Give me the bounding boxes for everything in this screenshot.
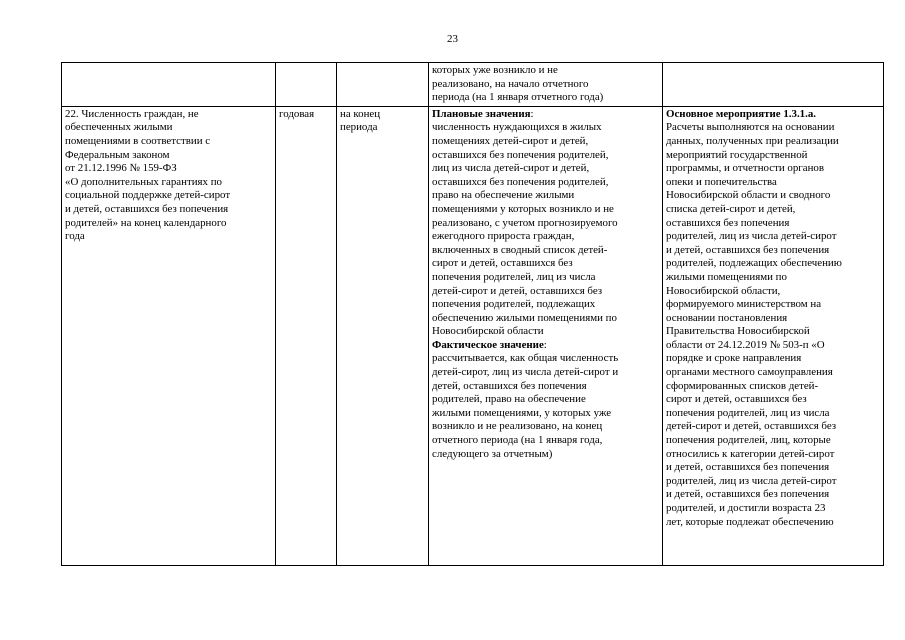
planned-heading: Плановые значения <box>432 107 531 120</box>
text-line: Новосибирской области, <box>666 284 781 297</box>
text-line: года <box>65 230 85 243</box>
text-line: следующего за отчетным) <box>432 447 553 460</box>
text-line: оставшихся без попечения родителей, <box>432 175 609 188</box>
text-line: жилыми помещениями по <box>666 270 787 283</box>
text-line: родителей, право на обеспечение <box>432 393 586 406</box>
cont-cell-method <box>429 63 663 107</box>
page-number: 23 <box>447 33 458 45</box>
text-line: право на обеспечение жилыми <box>432 189 575 202</box>
text-line: опеки и попечительства <box>666 175 777 188</box>
text-line: помещениями у которых возникло и не <box>432 202 614 215</box>
text-line: и детей, оставшихся без попечения <box>666 243 830 256</box>
actual-heading: Фактическое значение <box>432 338 544 351</box>
text-line: помещениях детей-сирот и детей, <box>432 134 589 147</box>
text-line: периода (на 1 января отчетного года) <box>432 91 604 104</box>
source-heading: Основное мероприятие 1.3.1.а. <box>666 107 817 120</box>
text-line: области от 24.12.2019 № 503-п «О <box>666 338 825 351</box>
text-line: попечения родителей, лиц из числа <box>666 406 830 419</box>
text-line: родителей, и достигли возраста 23 <box>666 502 826 514</box>
heading-colon: : <box>543 338 547 351</box>
text-line: оставшихся без попечения <box>666 216 790 229</box>
text-line: и детей, оставшихся без попечения <box>666 488 830 501</box>
cont-cell-periodicity <box>276 63 337 107</box>
text-line: родителей, подлежащих обеспечению <box>666 257 842 270</box>
text-line: детей-сирот и детей, оставшихся без <box>666 420 837 433</box>
text-line: 22. Численность граждан, не <box>65 107 199 120</box>
text-line: формируемого министерством на <box>666 298 822 311</box>
text-line: Новосибирской области <box>432 325 544 338</box>
text-line: лиц из числа детей-сирот и детей, <box>432 162 590 175</box>
text-line: Новосибирской области и сводного <box>666 189 831 202</box>
text-line: реализовано, на начало отчетного <box>432 77 589 90</box>
text-line: сирот и детей, оставшихся без <box>432 257 573 270</box>
text-line: Расчеты выполняются на основании <box>666 121 835 134</box>
text-line: ежегодного прироста граждан, <box>432 230 575 243</box>
text-line: относились к категории детей-сирот <box>666 447 835 460</box>
text-line: обеспечению жилыми помещениями по <box>432 311 617 324</box>
text-line: и детей, оставшихся без попечения <box>65 202 229 215</box>
text-line: порядке и сроке направления <box>666 352 802 365</box>
text-line: Правительства Новосибирской <box>666 325 810 338</box>
text-line: рассчитывается, как общая численность <box>432 352 619 365</box>
text-line: сирот и детей, оставшихся без <box>666 393 807 406</box>
text-line: детей, оставшихся без попечения <box>432 379 587 392</box>
cont-cell-moment <box>337 63 429 107</box>
text-line: попечения родителей, лиц, которые <box>666 434 831 447</box>
text-line: детей-сирот, лиц из числа детей-сирот и <box>432 366 619 379</box>
text-line: на конец <box>340 107 381 120</box>
source-cell <box>663 106 884 565</box>
moment-cell <box>337 106 429 565</box>
text-line: Федеральным законом <box>65 148 170 161</box>
planned-heading-line <box>432 108 659 122</box>
text-line: социальной поддержке детей-сирот <box>65 189 231 202</box>
text-line: основании постановления <box>666 311 788 324</box>
periodicity-text: годовая <box>279 107 315 120</box>
text-line: численность нуждающихся в жилых <box>432 121 602 134</box>
text-line: попечения родителей, лиц из числа <box>432 270 596 283</box>
text-line: программы, и отчетности органов <box>666 162 824 175</box>
text-line: жилыми помещениями, у которых уже <box>432 406 612 419</box>
periodicity-cell <box>276 106 337 565</box>
continuation-row <box>62 63 884 107</box>
text-line: органами местного самоуправления <box>666 366 833 379</box>
text-line: включенных в сводный список детей- <box>432 243 608 256</box>
indicator-name-cell <box>62 106 276 565</box>
text-line: родителей» на конец календарного <box>65 216 227 229</box>
text-line: сформированных списков детей- <box>666 379 819 392</box>
text-line: отчетного периода (на 1 января года, <box>432 434 603 447</box>
indicator-table <box>61 62 884 566</box>
text-line: мероприятий государственной <box>666 148 808 161</box>
text-line: оставшихся без попечения родителей, <box>432 148 609 161</box>
cont-cell-name <box>62 63 276 107</box>
heading-colon: : <box>530 107 534 120</box>
text-line: данных, полученных при реализации <box>666 134 839 147</box>
actual-heading-line <box>432 339 659 353</box>
indicator-row <box>62 106 884 565</box>
text-line: обеспеченных жилыми <box>65 121 173 134</box>
cont-cell-source <box>663 63 884 107</box>
text-line: лет, которые подлежат обеспечению <box>666 515 834 528</box>
text-line: от 21.12.1996 № 159-ФЗ <box>65 162 177 175</box>
text-line: помещениями в соответствии с <box>65 134 211 147</box>
method-cell <box>429 106 663 565</box>
text-line: родителей, лиц из числа детей-сирот <box>666 230 837 243</box>
text-line: реализовано, с учетом прогнозируемого <box>432 216 618 229</box>
text-line: попечения родителей, подлежащих <box>432 298 596 311</box>
text-line: и детей, оставшихся без попечения <box>666 461 830 474</box>
text-line: списка детей-сирот и детей, <box>666 202 796 215</box>
text-line: возникло и не реализовано, на конец <box>432 420 603 433</box>
text-line: родителей, лиц из числа детей-сирот <box>666 474 837 487</box>
text-line: «О дополнительных гарантиях по <box>65 175 222 188</box>
text-line: периода <box>340 121 378 134</box>
text-line: которых уже возникло и не <box>432 64 558 76</box>
text-line: детей-сирот и детей, оставшихся без <box>432 284 603 297</box>
